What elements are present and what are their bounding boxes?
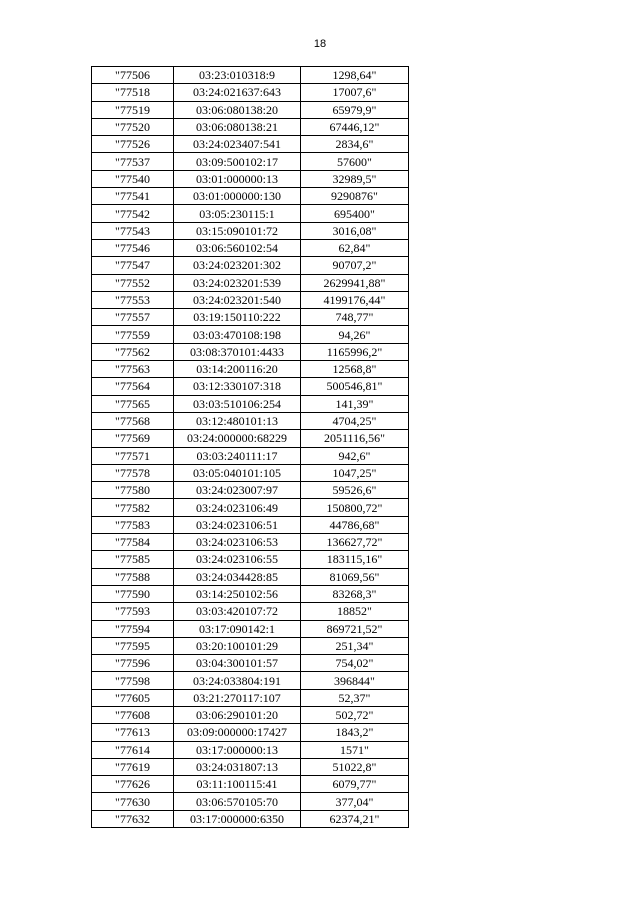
- cadastral-number-cell: 03:20:100101:29: [174, 637, 301, 654]
- record-id-cell: "77565: [92, 395, 174, 412]
- table-row: [92, 724, 409, 741]
- amount-cell: 396844": [301, 672, 409, 689]
- record-id-cell: "77630: [92, 793, 174, 810]
- table-row: [92, 741, 409, 758]
- table-row: [92, 412, 409, 429]
- cadastral-number-cell: 03:24:023201:302: [174, 257, 301, 274]
- table-row: [92, 291, 409, 308]
- page-number: 18: [313, 38, 327, 50]
- cadastral-number-cell: 03:01:000000:130: [174, 188, 301, 205]
- table-row: [92, 205, 409, 222]
- cadastral-number-cell: 03:24:021637:643: [174, 84, 301, 101]
- table-row: [92, 534, 409, 551]
- record-id-cell: "77571: [92, 447, 174, 464]
- table-row: [92, 620, 409, 637]
- cadastral-number-cell: 03:03:240111:17: [174, 447, 301, 464]
- amount-cell: 57600": [301, 153, 409, 170]
- amount-cell: 52,37": [301, 689, 409, 706]
- amount-cell: 12568,8": [301, 361, 409, 378]
- cadastral-number-cell: 03:15:090101:72: [174, 222, 301, 239]
- record-id-cell: "77598: [92, 672, 174, 689]
- record-id-cell: "77583: [92, 516, 174, 533]
- cadastral-number-cell: 03:24:000000:68229: [174, 430, 301, 447]
- table-row: [92, 776, 409, 793]
- amount-cell: 4704,25": [301, 412, 409, 429]
- table-row: [92, 655, 409, 672]
- cadastral-number-cell: 03:24:033804:191: [174, 672, 301, 689]
- table-row: [92, 585, 409, 602]
- record-id-cell: "77547: [92, 257, 174, 274]
- amount-cell: 754,02": [301, 655, 409, 672]
- record-id-cell: "77569: [92, 430, 174, 447]
- cadastral-number-cell: 03:06:080138:21: [174, 118, 301, 135]
- record-id-cell: "77614: [92, 741, 174, 758]
- table-row: [92, 810, 409, 827]
- table-row: [92, 136, 409, 153]
- amount-cell: 90707,2": [301, 257, 409, 274]
- cadastral-number-cell: 03:09:500102:17: [174, 153, 301, 170]
- amount-cell: 1571": [301, 741, 409, 758]
- cadastral-number-cell: 03:19:150110:222: [174, 309, 301, 326]
- amount-cell: 502,72": [301, 706, 409, 723]
- record-id-cell: "77594: [92, 620, 174, 637]
- record-id-cell: "77582: [92, 499, 174, 516]
- record-id-cell: "77626: [92, 776, 174, 793]
- cadastral-number-cell: 03:06:560102:54: [174, 239, 301, 256]
- table-row: [92, 309, 409, 326]
- cadastral-number-cell: 03:24:023106:51: [174, 516, 301, 533]
- cadastral-number-cell: 03:14:250102:56: [174, 585, 301, 602]
- amount-cell: 150800,72": [301, 499, 409, 516]
- record-id-cell: "77590: [92, 585, 174, 602]
- table-row: [92, 326, 409, 343]
- record-id-cell: "77543: [92, 222, 174, 239]
- amount-cell: 4199176,44": [301, 291, 409, 308]
- table-row: [92, 153, 409, 170]
- amount-cell: 942,6": [301, 447, 409, 464]
- table-row: [92, 568, 409, 585]
- cadastral-number-cell: 03:24:023007:97: [174, 482, 301, 499]
- table-row: [92, 395, 409, 412]
- table-row: [92, 516, 409, 533]
- table-row: [92, 84, 409, 101]
- record-id-cell: "77541: [92, 188, 174, 205]
- data-table: [91, 66, 409, 828]
- record-id-cell: "77537: [92, 153, 174, 170]
- cadastral-number-cell: 03:06:080138:20: [174, 101, 301, 118]
- record-id-cell: "77585: [92, 551, 174, 568]
- amount-cell: 1047,25": [301, 464, 409, 481]
- record-id-cell: "77593: [92, 603, 174, 620]
- cadastral-number-cell: 03:12:480101:13: [174, 412, 301, 429]
- amount-cell: 2051116,56": [301, 430, 409, 447]
- record-id-cell: "77519: [92, 101, 174, 118]
- amount-cell: 59526,6": [301, 482, 409, 499]
- cadastral-number-cell: 03:24:023201:540: [174, 291, 301, 308]
- cadastral-number-cell: 03:23:010318:9: [174, 67, 301, 84]
- record-id-cell: "77564: [92, 378, 174, 395]
- cadastral-number-cell: 03:03:470108:198: [174, 326, 301, 343]
- table-row: [92, 464, 409, 481]
- table-row: [92, 343, 409, 360]
- amount-cell: 17007,6": [301, 84, 409, 101]
- record-id-cell: "77568: [92, 412, 174, 429]
- table-row: [92, 706, 409, 723]
- table-row: [92, 101, 409, 118]
- table-row: [92, 482, 409, 499]
- amount-cell: 2834,6": [301, 136, 409, 153]
- record-id-cell: "77596: [92, 655, 174, 672]
- amount-cell: 251,34": [301, 637, 409, 654]
- amount-cell: 81069,56": [301, 568, 409, 585]
- record-id-cell: "77578: [92, 464, 174, 481]
- cadastral-number-cell: 03:24:023106:55: [174, 551, 301, 568]
- record-id-cell: "77520: [92, 118, 174, 135]
- cadastral-number-cell: 03:17:000000:6350: [174, 810, 301, 827]
- cadastral-number-cell: 03:05:040101:105: [174, 464, 301, 481]
- record-id-cell: "77518: [92, 84, 174, 101]
- amount-cell: 65979,9": [301, 101, 409, 118]
- record-id-cell: "77542: [92, 205, 174, 222]
- table-row: [92, 758, 409, 775]
- amount-cell: 62,84": [301, 239, 409, 256]
- record-id-cell: "77605: [92, 689, 174, 706]
- amount-cell: 44786,68": [301, 516, 409, 533]
- table-row: [92, 430, 409, 447]
- amount-cell: 2629941,88": [301, 274, 409, 291]
- table-row: [92, 67, 409, 84]
- table-row: [92, 499, 409, 516]
- amount-cell: 183115,16": [301, 551, 409, 568]
- cadastral-number-cell: 03:06:290101:20: [174, 706, 301, 723]
- table-row: [92, 170, 409, 187]
- amount-cell: 62374,21": [301, 810, 409, 827]
- table-row: [92, 378, 409, 395]
- cadastral-number-cell: 03:03:420107:72: [174, 603, 301, 620]
- cadastral-number-cell: 03:12:330107:318: [174, 378, 301, 395]
- amount-cell: 377,04": [301, 793, 409, 810]
- record-id-cell: "77588: [92, 568, 174, 585]
- cadastral-number-cell: 03:03:510106:254: [174, 395, 301, 412]
- record-id-cell: "77562: [92, 343, 174, 360]
- amount-cell: 9290876": [301, 188, 409, 205]
- cadastral-number-cell: 03:01:000000:13: [174, 170, 301, 187]
- table-row: [92, 361, 409, 378]
- record-id-cell: "77595: [92, 637, 174, 654]
- record-id-cell: "77506: [92, 67, 174, 84]
- record-id-cell: "77552: [92, 274, 174, 291]
- table-row: [92, 672, 409, 689]
- table-row: [92, 239, 409, 256]
- table-row: [92, 257, 409, 274]
- cadastral-number-cell: 03:17:000000:13: [174, 741, 301, 758]
- amount-cell: 18852": [301, 603, 409, 620]
- amount-cell: 1843,2": [301, 724, 409, 741]
- cadastral-number-cell: 03:08:370101:4433: [174, 343, 301, 360]
- amount-cell: 869721,52": [301, 620, 409, 637]
- cadastral-number-cell: 03:24:034428:85: [174, 568, 301, 585]
- amount-cell: 83268,3": [301, 585, 409, 602]
- table-row: [92, 222, 409, 239]
- amount-cell: 94,26": [301, 326, 409, 343]
- record-id-cell: "77553: [92, 291, 174, 308]
- table-row: [92, 118, 409, 135]
- cadastral-number-cell: 03:24:023106:53: [174, 534, 301, 551]
- amount-cell: 1165996,2": [301, 343, 409, 360]
- amount-cell: 695400": [301, 205, 409, 222]
- record-id-cell: "77619: [92, 758, 174, 775]
- record-id-cell: "77584: [92, 534, 174, 551]
- amount-cell: 32989,5": [301, 170, 409, 187]
- cadastral-number-cell: 03:04:300101:57: [174, 655, 301, 672]
- cadastral-number-cell: 03:21:270117:107: [174, 689, 301, 706]
- cadastral-number-cell: 03:24:023106:49: [174, 499, 301, 516]
- cadastral-number-cell: 03:17:090142:1: [174, 620, 301, 637]
- record-id-cell: "77546: [92, 239, 174, 256]
- cadastral-number-cell: 03:24:031807:13: [174, 758, 301, 775]
- table-row: [92, 447, 409, 464]
- record-id-cell: "77526: [92, 136, 174, 153]
- cadastral-number-cell: 03:06:570105:70: [174, 793, 301, 810]
- record-id-cell: "77563: [92, 361, 174, 378]
- cadastral-number-cell: 03:24:023407:541: [174, 136, 301, 153]
- record-id-cell: "77632: [92, 810, 174, 827]
- amount-cell: 6079,77": [301, 776, 409, 793]
- table-row: [92, 188, 409, 205]
- amount-cell: 67446,12": [301, 118, 409, 135]
- table-row: [92, 689, 409, 706]
- amount-cell: 141,39": [301, 395, 409, 412]
- cadastral-number-cell: 03:24:023201:539: [174, 274, 301, 291]
- table-row: [92, 274, 409, 291]
- table-row: [92, 603, 409, 620]
- amount-cell: 748,77": [301, 309, 409, 326]
- cadastral-number-cell: 03:11:100115:41: [174, 776, 301, 793]
- amount-cell: 3016,08": [301, 222, 409, 239]
- amount-cell: 51022,8": [301, 758, 409, 775]
- cadastral-number-cell: 03:14:200116:20: [174, 361, 301, 378]
- amount-cell: 136627,72": [301, 534, 409, 551]
- table-row: [92, 637, 409, 654]
- table-row: [92, 551, 409, 568]
- table-body: [92, 67, 409, 828]
- record-id-cell: "77613: [92, 724, 174, 741]
- amount-cell: 1298,64": [301, 67, 409, 84]
- record-id-cell: "77608: [92, 706, 174, 723]
- amount-cell: 500546,81": [301, 378, 409, 395]
- cadastral-number-cell: 03:05:230115:1: [174, 205, 301, 222]
- cadastral-number-cell: 03:09:000000:17427: [174, 724, 301, 741]
- table-row: [92, 793, 409, 810]
- record-id-cell: "77580: [92, 482, 174, 499]
- record-id-cell: "77559: [92, 326, 174, 343]
- record-id-cell: "77557: [92, 309, 174, 326]
- record-id-cell: "77540: [92, 170, 174, 187]
